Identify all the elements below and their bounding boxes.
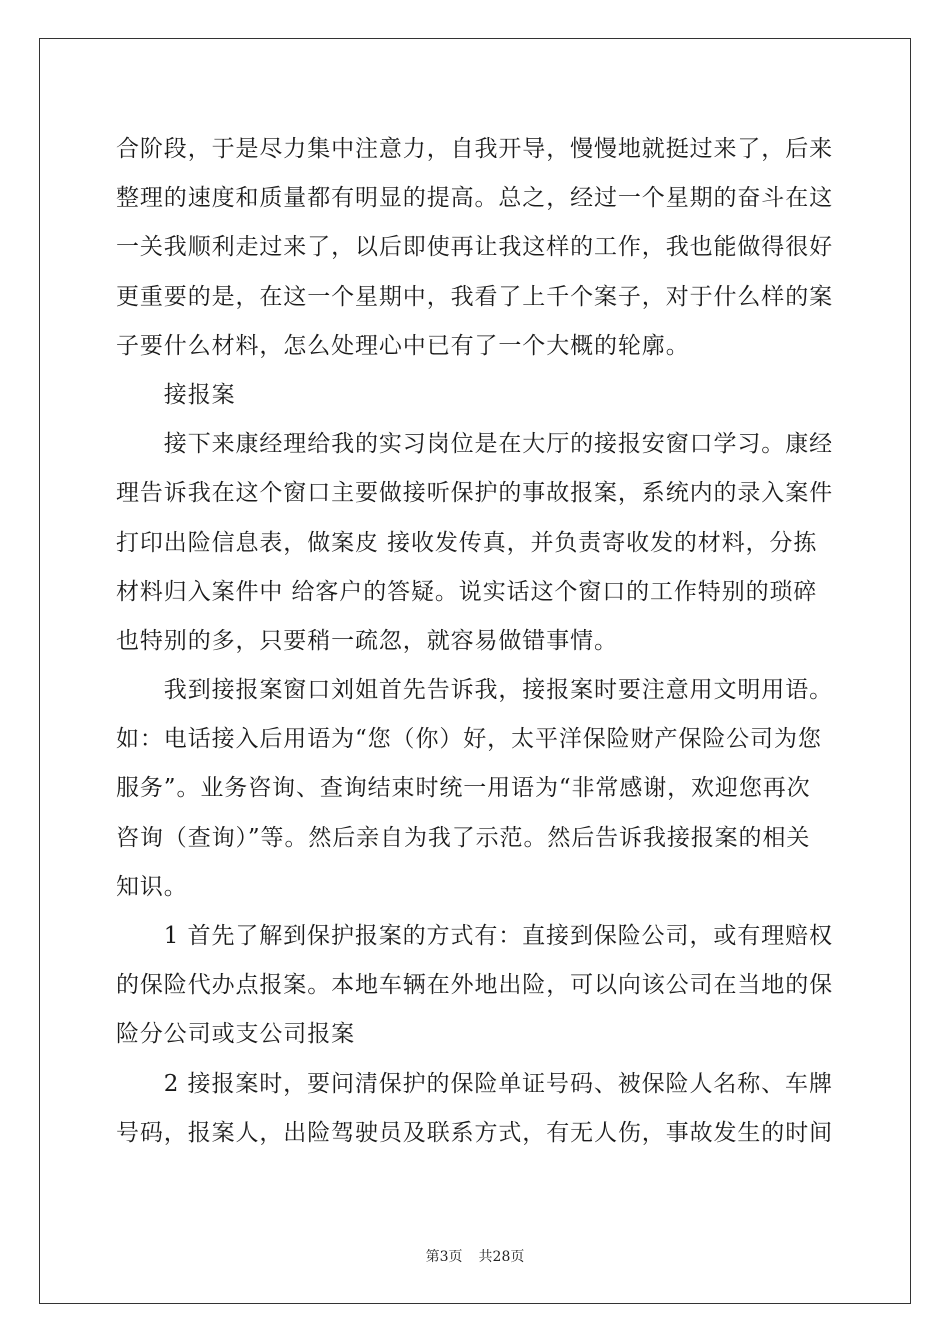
page-total: 共28页: [478, 1249, 525, 1265]
text-line: 更重要的是，在这一个星期中，我看了上千个案子，对于什么样的案: [116, 283, 833, 310]
text-line: 也特别的多，只要稍一疏忽，就容易做错事情。: [116, 627, 618, 654]
text-line: 2 接报案时，要问清保护的保险单证号码、被保险人名称、车牌: [116, 1070, 833, 1097]
text-line: 整理的速度和质量都有明显的提高。总之，经过一个星期的奋斗在这: [116, 185, 833, 212]
text-line: 子要什么材料，怎么处理心中已有了一个大概的轮廓。: [116, 332, 690, 359]
text-line: 接下来康经理给我的实习岗位是在大厅的接报安窗口学习。康经: [116, 431, 833, 458]
text-line: 合阶段，于是尽力集中注意力，自我开导，慢慢地就挺过来了，后来: [116, 136, 833, 162]
text-line: 打印出险信息表，做案皮 接收发传真，并负责寄收发的材料，分拣: [116, 529, 818, 556]
page-number: 第3页: [425, 1249, 463, 1265]
page-footer: [0, 1246, 950, 1266]
section-heading: 接报案: [116, 381, 236, 408]
text-line: 知识。: [116, 873, 188, 900]
text-line: 的保险代办点报案。本地车辆在外地出险，可以向该公司在当地的保: [116, 972, 833, 999]
text-line: 服务”。业务咨询、查询结束时统一用语为“非常感谢，欢迎您再次: [116, 775, 811, 802]
text-line: 一关我顺利走过来了，以后即使再让我这样的工作，我也能做得很好: [116, 234, 833, 261]
text-line: 号码，报案人，出险驾驶员及联系方式，有无人伤，事故发生的时间: [116, 1119, 833, 1146]
text-line: 我到接报案窗口刘姐首先告诉我，接报案时要注意用文明用语。: [116, 677, 833, 704]
text-line: 如：电话接入后用语为“您（你）好，太平洋保险财产保险公司为您: [116, 726, 822, 753]
document-body: [116, 125, 834, 1158]
text-line: 咨询（查询）”等。然后亲自为我了示范。然后告诉我接报案的相关: [116, 824, 811, 851]
text-line: 1 首先了解到保护报案的方式有：直接到保险公司，或有理赔权: [116, 923, 833, 949]
text-line: 材料归入案件中 给客户的答疑。说实话这个窗口的工作特别的琐碎: [116, 578, 818, 605]
text-line: 理告诉我在这个窗口主要做接听保护的事故报案，系统内的录入案件: [116, 480, 833, 507]
text-line: 险分公司或支公司报案: [116, 1021, 355, 1048]
